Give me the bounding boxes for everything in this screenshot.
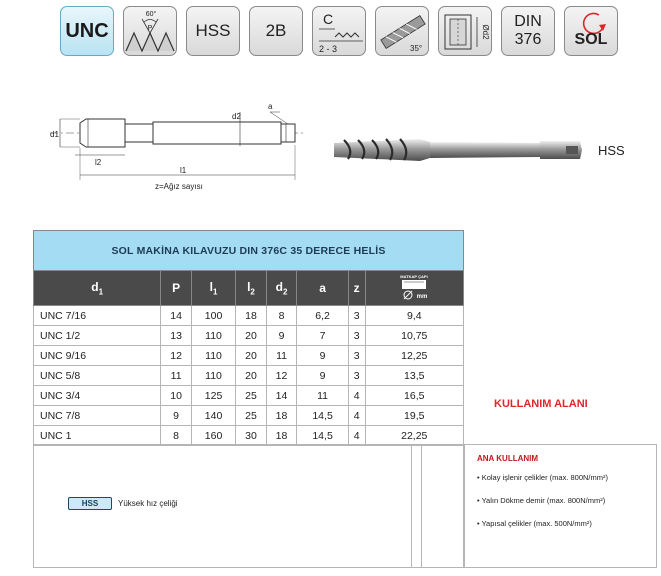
col-d1: $d_1$ [34,271,161,306]
table-row: UNC 5/8 11 110 20 12 9 3 13,5 [34,366,464,386]
table-title: SOL MAKİNA KILAVUZU DIN 376C 35 DERECE HELİS [34,231,464,271]
chamfer-icon [312,6,366,56]
usage-box [464,444,657,568]
table-row: UNC 1 8 160 30 18 14,5 4 22,25 [34,426,464,446]
table-row: UNC 7/8 9 140 25 18 14,5 4 19,5 [34,406,464,426]
table-row: UNC 7/16 14 100 18 8 6,2 3 9,4 [34,306,464,326]
label-d1: d1 [50,130,59,139]
table-row: UNC 1/2 13 110 20 9 7 3 10,75 [34,326,464,346]
photo-material-label: HSS [598,143,625,158]
label-d2: d2 [232,112,241,121]
col-d2: $d_2$ [266,271,297,306]
label-l1: l1 [180,166,187,175]
din-badge: DIN 376 [501,6,555,56]
tolerance-badge: 2B [249,6,303,56]
usage-list [477,473,608,542]
material-description: Yüksek hız çeliği [118,499,178,508]
table-row: UNC 3/4 10 125 25 14 11 4 16,5 [34,386,464,406]
unc-badge: UNC [60,6,114,56]
left-hand-badge: SOL [564,6,618,56]
svg-text:MATKAP ÇAPI: MATKAP ÇAPI [400,273,428,279]
col-l2: $l_2$ [236,271,266,306]
spec-table [33,230,464,446]
hss-chip: HSS [68,497,112,510]
table-row: UNC 9/16 12 110 20 11 9 3 12,25 [34,346,464,366]
material-box [33,444,464,568]
pitch-symbol: P [147,25,153,32]
list-item: • Yapısal çelikler (max. 500N/mm²) [477,519,608,528]
helix-icon [375,6,429,56]
col-a: a [297,271,348,306]
col-drill-diameter [365,271,463,306]
list-item: • Yalın Dökme demir (max. 800N/mm²) [477,496,608,505]
col-l1: $l_1$ [191,271,235,306]
usage-section-title: KULLANIM ALANI [494,398,588,410]
chamfer-range: 2 - 3 [319,44,338,54]
col-z: z [348,271,365,306]
shank-d2-label: Ød2 [481,24,490,40]
shank-icon [438,6,492,56]
label-l2: l2 [95,158,102,167]
angle-value: 60° [145,11,157,18]
drawing-caption: z=Ağız sayısı [155,182,203,191]
table-header-row [34,271,464,306]
tap-technical-drawing [40,100,310,200]
hss-badge: HSS [186,6,240,56]
usage-head: ANA KULLANIM [477,454,539,463]
feature-badges [60,6,618,56]
chamfer-letter: C [323,11,334,27]
thread-angle-icon [123,6,177,56]
list-item: • Kolay işlenir çelikler (max. 800N/mm²) [477,473,608,482]
svg-text:mm: mm [416,293,428,300]
label-a: a [268,102,273,111]
tap-photo [330,125,585,175]
col-p: P [161,271,191,306]
helix-angle: 35° [410,44,423,53]
drill-icon [394,272,434,302]
